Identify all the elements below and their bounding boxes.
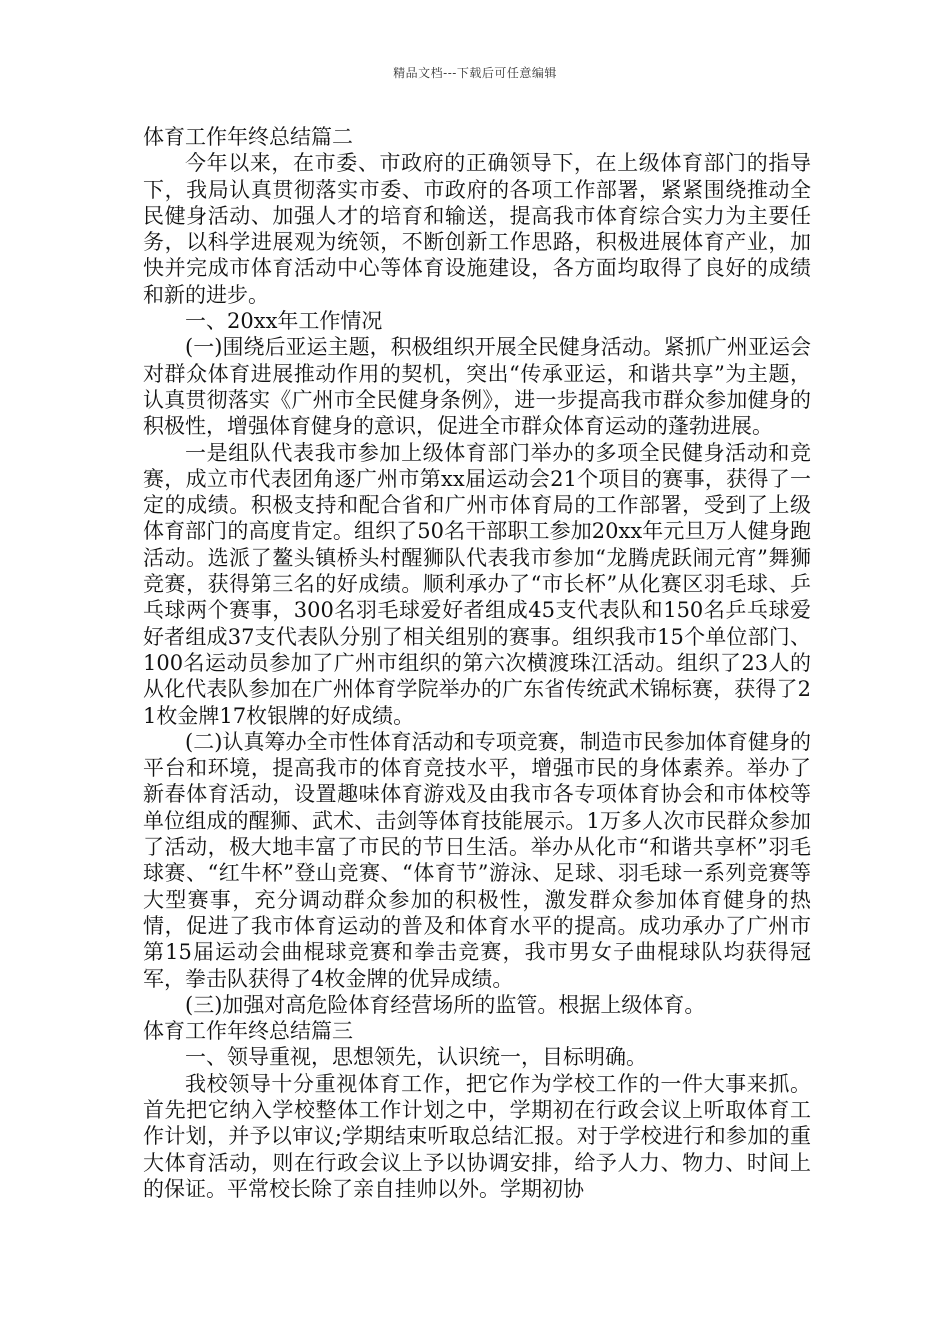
paragraph-intro: 今年以来，在市委、市政府的正确领导下，在上级体育部门的指导下，我局认真贯彻落实市委、市政府的各项工作部署，紧紧围绕推动全民健身活动、加强人才的培育和输送，提高我市体育综合实力为主要任务，以科学进展观为统领，不断创新工作思路，积极进展体育产业，加快并完成市体育活动中心等体育设施建设，各方面均取得了良好的成绩和新的进步。	[143, 151, 811, 307]
page-header: 精品文档---下载后可任意编辑	[393, 66, 557, 80]
paragraph-item-2: (二)认真筹办全市性体育活动和专项竞赛，制造市民参加体育健身的平台和环境，提高我市的体育竞技水平，增强市民的身体素养。举办了新春体育活动，设置趣味体育游戏及由我市各专项体育协会和市体校等单位组成的醒狮、武术、击剑等体育技能展示。1万多人次市民群众参加了活动，极大地丰富了市民的节日生活。举办从化市“和谐共享杯”羽毛球赛、“红牛杯”登山竞赛、“体育节”游泳、足球、羽毛球一系列竞赛等大型赛事，充分调动群众参加的积极性，激发群众参加体育健身的热情，促进了我市体育运动的普及和体育水平的提高。成功承办了广州市第15届运动会曲棍球竞赛和拳击竞赛，我市男女子曲棍球队均获得冠军，拳击队获得了4枚金牌的优异成绩。	[143, 729, 811, 991]
paragraph-item-1-detail: 一是组队代表我市参加上级体育部门举办的多项全民健身活动和竞赛，成立市代表团角逐广州市第xx届运动会21个项目的赛事，获得了一定的成绩。积极支持和配合省和广州市体育局的工作部署，受到了上级体育部门的高度肯定。组织了50名干部职工参加20xx年元旦万人健身跑活动。选派了鳌头镇桥头村醒狮队代表我市参加“龙腾虎跃闹元宵”舞狮竞赛，获得第三名的好成绩。顺利承办了“市长杯”从化赛区羽毛球、乒乓球两个赛事，300名羽毛球爱好者组成45支代表队和150名乒乓球爱好者组成37支代表队分别了相关组别的赛事。组织我市15个单位部门、100名运动员参加了广州市组织的第六次横渡珠江活动。组织了23人的从化代表队参加在广州体育学院举办的广东省传统武术锦标赛，获得了21枚金牌17枚银牌的好成绩。	[143, 440, 811, 728]
paragraph-leadership-body: 我校领导十分重视体育工作，把它作为学校工作的一件大事来抓。首先把它纳入学校整体工作计划之中，学期初在行政会议上听取体育工作计划，并予以审议;学期结束听取总结汇报。对于学校进行和参加的重大体育活动，则在行政会议上予以协调安排，给予人力、物力、时间上的保证。平常校长除了亲自挂帅以外。学期初协	[143, 1071, 811, 1201]
paragraph-item-1: (一)围绕后亚运主题，积极组织开展全民健身活动。紧抓广州亚运会对群众体育进展推动作用的契机，突出“传承亚运，和谐共享”为主题，认真贯彻落实《广州市全民健身条例》，进一步提高我市群众参加健身的积极性，增强体育健身的意识，促进全市群众体育运动的蓬勃进展。	[143, 335, 811, 439]
document-body	[143, 124, 811, 1202]
paragraph-leadership-heading: 一、领导重视，思想领先，认识统一，目标明确。	[185, 1045, 647, 1070]
section-title-2: 体育工作年终总结篇二	[143, 125, 353, 149]
section-title-3: 体育工作年终总结篇三	[143, 1019, 353, 1044]
paragraph-subheading-work: 一、20xx年工作情况	[185, 309, 383, 334]
paragraph-item-3: (三)加强对高危险体育经营场所的监管。根据上级体育。	[185, 992, 706, 1017]
